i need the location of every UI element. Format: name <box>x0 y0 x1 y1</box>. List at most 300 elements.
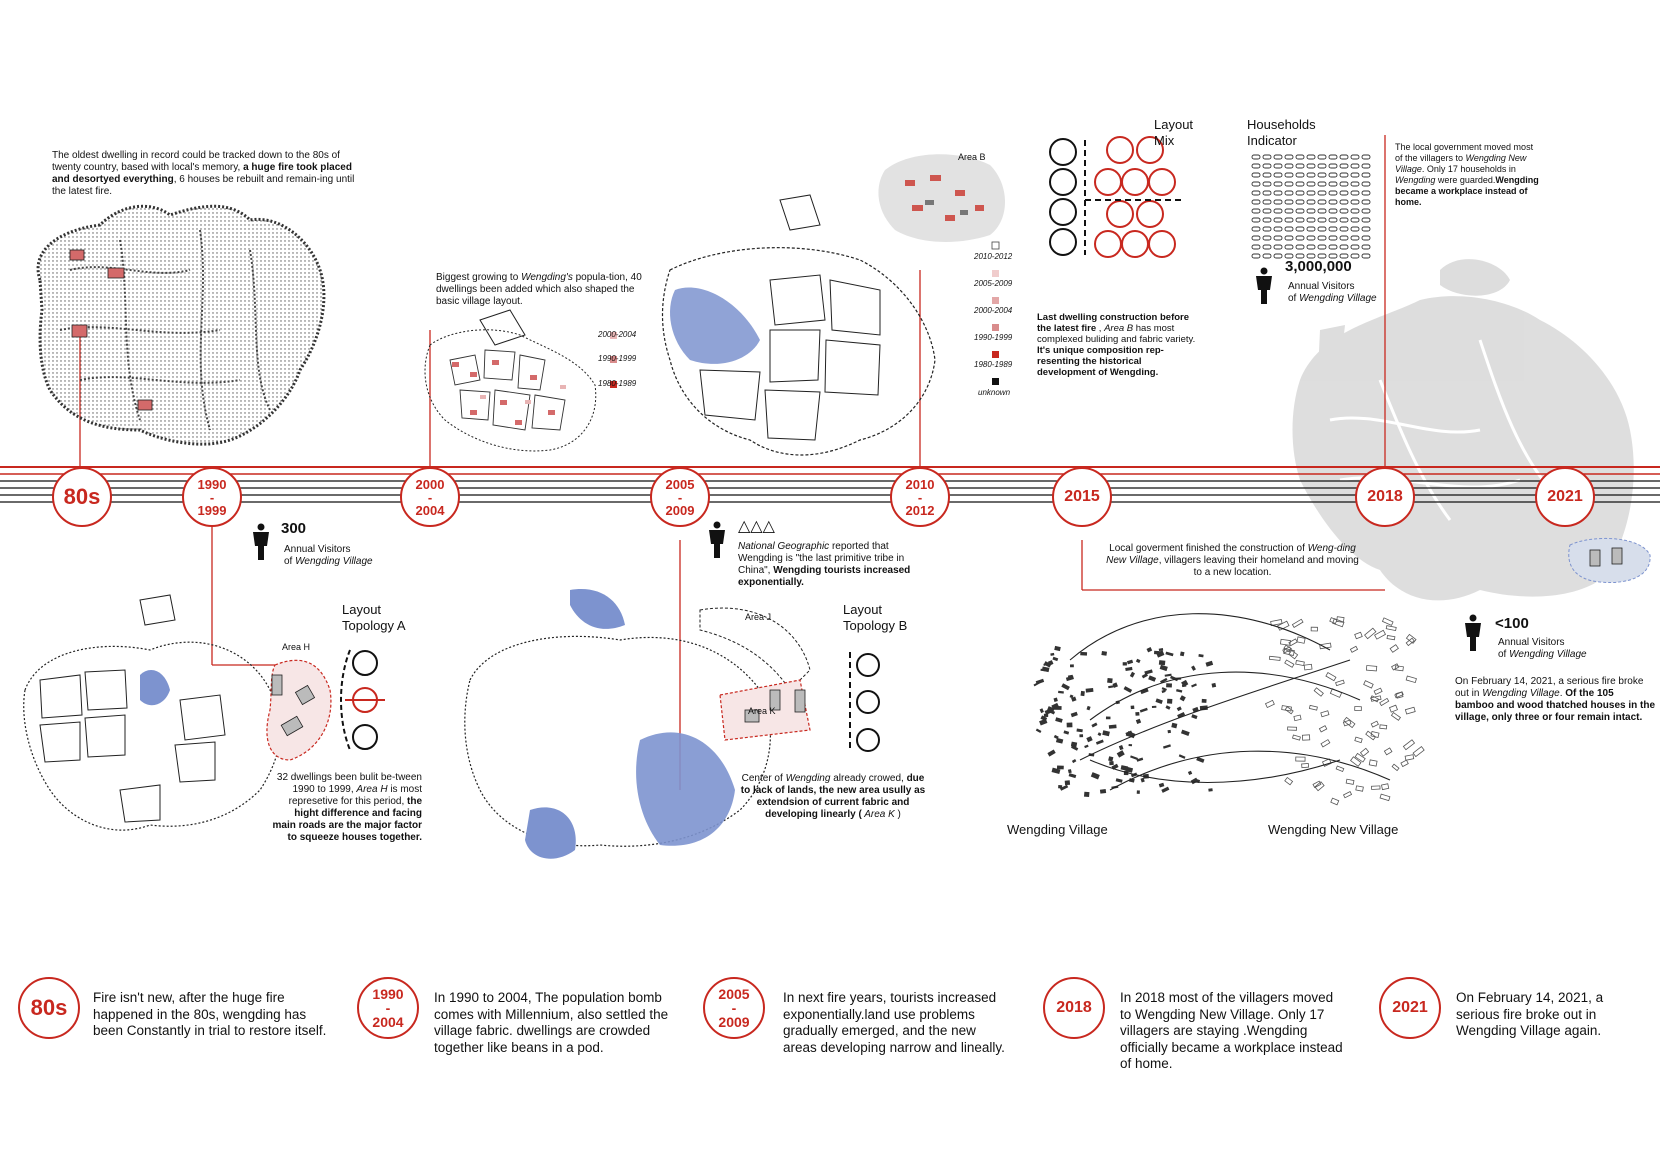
map-80s <box>38 206 324 444</box>
old-village-house <box>1130 672 1135 678</box>
new-village-house <box>1380 725 1387 729</box>
old-village-house <box>1071 743 1074 746</box>
new-village-house <box>1313 781 1321 787</box>
household-mark <box>1252 209 1260 213</box>
old-village-house <box>1135 712 1139 716</box>
household-mark <box>1252 191 1260 195</box>
household-mark <box>1274 218 1282 222</box>
household-mark <box>1274 236 1282 240</box>
old-village-house <box>1177 706 1182 711</box>
household-mark <box>1340 209 1348 213</box>
household-mark <box>1263 209 1271 213</box>
old-village-house <box>1147 647 1153 652</box>
household-mark <box>1252 218 1260 222</box>
household-mark <box>1274 209 1282 213</box>
old-village-house <box>1081 691 1085 696</box>
old-village-house <box>1061 683 1070 690</box>
household-mark <box>1274 182 1282 186</box>
new-village-house <box>1371 721 1378 727</box>
household-mark <box>1263 182 1271 186</box>
old-village-house <box>1202 699 1207 703</box>
household-mark <box>1285 155 1293 159</box>
old-village-house <box>1096 740 1104 745</box>
household-mark <box>1340 218 1348 222</box>
household-mark <box>1340 173 1348 177</box>
old-village-house <box>1161 787 1169 793</box>
household-mark <box>1362 209 1370 213</box>
note-80s: The oldest dwelling in record could be tracked down to the 80s of twenty country, based with local's memory, a huge fire took placed and desortyed everything, 6 houses be rebuilt and remain-ing until the latest fire. <box>52 150 355 197</box>
new-village-house <box>1356 786 1364 791</box>
old-village-house <box>1047 749 1055 756</box>
map-2005 <box>663 195 936 455</box>
new-village-house <box>1309 705 1317 710</box>
new-village-house <box>1386 626 1396 631</box>
old-village-house <box>1054 646 1061 651</box>
household-mark <box>1340 236 1348 240</box>
old-village-house <box>1109 761 1114 765</box>
household-mark <box>1285 191 1293 195</box>
old-village-house <box>1181 730 1190 736</box>
old-village-house <box>1129 744 1133 746</box>
old-village-house <box>1107 678 1113 683</box>
old-village-house <box>1117 750 1125 757</box>
household-mark <box>1252 254 1260 258</box>
household-mark <box>1362 173 1370 177</box>
household-mark <box>1329 191 1337 195</box>
summary-text-2021: On February 14, 2021, a serious fire broke out in Wengding Village again. <box>1456 990 1604 1038</box>
household-mark <box>1351 218 1359 222</box>
household-mark <box>1351 191 1359 195</box>
old-village-house <box>1102 730 1110 736</box>
new-village-house <box>1297 637 1305 643</box>
old-village-house <box>1108 685 1114 688</box>
household-mark <box>1263 245 1271 249</box>
old-village-house <box>1119 745 1124 750</box>
household-mark <box>1296 218 1304 222</box>
new-village-house <box>1382 618 1393 625</box>
new-village-house <box>1364 681 1374 688</box>
old-village-house <box>1137 790 1140 793</box>
old-village-house <box>1123 662 1127 665</box>
old-village-house <box>1100 789 1106 794</box>
old-village-house <box>1069 773 1077 778</box>
household-mark <box>1351 173 1359 177</box>
new-village-house <box>1266 700 1275 707</box>
new-village-house <box>1351 757 1361 766</box>
household-mark <box>1307 227 1315 231</box>
timeline-marker-2015[interactable]: 2015 <box>1052 467 1112 527</box>
household-mark <box>1318 173 1326 177</box>
visitor-label-2021: Annual Visitors of Wengding Village <box>1498 637 1587 660</box>
household-mark <box>1318 236 1326 240</box>
new-village-house <box>1319 726 1326 732</box>
old-village-house <box>1180 652 1185 657</box>
household-mark <box>1296 182 1304 186</box>
household-mark <box>1285 173 1293 177</box>
household-mark <box>1307 245 1315 249</box>
old-village-house <box>1121 765 1129 771</box>
old-village-house <box>1071 712 1078 717</box>
timeline-marker-2018[interactable]: 2018 <box>1355 467 1415 527</box>
note-2005-bottom: Center of Wengding already crowed, due to lack of lands, the new area usully as extendsion of current fabric and developing linearly ( Area K ) <box>740 773 926 820</box>
summary-marker-80s[interactable]: 80s <box>18 977 80 1039</box>
old-village-house <box>1086 706 1090 711</box>
household-mark <box>1362 155 1370 159</box>
new-village-house <box>1355 737 1362 742</box>
new-village-house <box>1366 731 1376 740</box>
old-village-house <box>1055 717 1063 722</box>
old-village-house <box>1079 734 1083 737</box>
household-mark <box>1285 209 1293 213</box>
old-village-house <box>1091 772 1100 779</box>
timeline-marker-2010[interactable]: 2010 - 2012 <box>890 467 950 527</box>
old-village-house <box>1179 754 1186 759</box>
old-village-house <box>1058 691 1064 694</box>
household-mark <box>1329 209 1337 213</box>
household-mark <box>1340 227 1348 231</box>
household-mark <box>1263 236 1271 240</box>
household-mark <box>1252 227 1260 231</box>
household-mark <box>1307 173 1315 177</box>
household-mark <box>1318 209 1326 213</box>
household-mark <box>1362 254 1370 258</box>
household-mark <box>1296 236 1304 240</box>
visitor-label-1990: Annual Visitors of Wengding Village <box>284 544 373 567</box>
old-village-house <box>1101 651 1107 656</box>
old-village-house <box>1050 653 1054 656</box>
summary-marker-1990[interactable]: 1990 - 2004 <box>357 977 419 1039</box>
household-mark <box>1351 245 1359 249</box>
old-village-house <box>1165 652 1173 657</box>
household-mark <box>1362 245 1370 249</box>
household-mark <box>1274 245 1282 249</box>
old-village-house <box>1036 679 1044 685</box>
household-mark <box>1362 164 1370 168</box>
old-village-house <box>1054 698 1058 702</box>
old-village-house <box>1152 706 1156 708</box>
old-village-house <box>1148 675 1156 681</box>
old-village-house <box>1167 699 1172 704</box>
new-village-house <box>1288 727 1297 730</box>
topology-b-title: Layout Topology B <box>843 602 908 633</box>
old-village-house <box>1084 792 1090 797</box>
household-mark <box>1329 218 1337 222</box>
legend-2010-item: 2000-2004 <box>974 306 1013 315</box>
new-village-house <box>1403 740 1414 750</box>
old-village-house <box>1086 688 1094 693</box>
note-1990: 32 dwellings been bulit be-tween 1990 to 1999, Area H is most represetive for this period, the hight difference and facing main roads are the major factor to squeeze houses together. <box>272 772 422 843</box>
map-2000 <box>425 310 617 451</box>
household-mark <box>1274 191 1282 195</box>
old-village-house <box>1160 665 1168 671</box>
old-village-house <box>1098 732 1102 736</box>
household-mark <box>1318 164 1326 168</box>
layout-mix-diagram <box>1050 137 1185 257</box>
household-mark <box>1329 164 1337 168</box>
old-village-house <box>1057 766 1064 770</box>
household-mark <box>1263 164 1271 168</box>
household-mark <box>1252 182 1260 186</box>
legend-2000-item: 1980-1989 <box>598 379 637 388</box>
household-mark <box>1285 245 1293 249</box>
old-village-house <box>1063 730 1069 734</box>
household-mark <box>1285 164 1293 168</box>
new-village-house <box>1296 757 1305 761</box>
new-village-house <box>1293 735 1301 740</box>
new-village-house <box>1269 656 1280 660</box>
household-mark <box>1307 155 1315 159</box>
old-village-house <box>1084 745 1088 748</box>
note-2021: On February 14, 2021, a serious fire broke out in Wengding Village. Of the 105 bamboo and wood thatched houses in the village, only three or four remain intact. <box>1455 676 1656 723</box>
legend-2010-item: 2005-2009 <box>974 279 1013 288</box>
note-2018: The local government moved most of the villagers to Wengding New Village. Only 17 households in Wengding were guarded.Wengding became a workplace instead of home. <box>1395 142 1539 207</box>
household-mark <box>1362 191 1370 195</box>
household-mark <box>1296 191 1304 195</box>
new-village-house <box>1304 664 1312 670</box>
old-village-house <box>1072 759 1076 763</box>
household-mark <box>1274 200 1282 204</box>
old-village-house <box>1108 756 1113 761</box>
legend-2010-item: unknown <box>978 388 1011 397</box>
new-village-house <box>1391 713 1400 721</box>
visitor-count-2021: <100 <box>1495 615 1529 632</box>
household-mark <box>1340 182 1348 186</box>
new-village-house <box>1294 715 1301 721</box>
new-village-house <box>1285 778 1293 785</box>
old-village-house <box>1106 717 1111 720</box>
old-village-house <box>1067 723 1073 728</box>
old-village-house <box>1131 705 1135 709</box>
household-mark <box>1362 227 1370 231</box>
new-village-house <box>1355 707 1362 711</box>
new-village-house <box>1374 688 1382 694</box>
household-mark <box>1307 236 1315 240</box>
household-mark <box>1274 173 1282 177</box>
old-village-house <box>1191 714 1197 719</box>
old-village-house <box>1127 660 1133 665</box>
old-village-house <box>1056 738 1063 744</box>
household-mark <box>1296 200 1304 204</box>
old-village-house <box>1136 659 1141 663</box>
new-village-house <box>1382 784 1389 790</box>
old-village-house <box>1080 652 1087 656</box>
triangles-icon: △△△ <box>738 518 775 535</box>
household-mark <box>1340 200 1348 204</box>
new-village-house <box>1405 707 1415 714</box>
household-mark <box>1318 155 1326 159</box>
household-mark <box>1285 218 1293 222</box>
old-village-house <box>1140 708 1148 713</box>
new-village-house <box>1355 632 1363 639</box>
household-mark <box>1351 254 1359 258</box>
household-mark <box>1329 236 1337 240</box>
timeline-marker-80s[interactable]: 80s <box>52 467 112 527</box>
old-village-house <box>1076 729 1082 733</box>
household-mark <box>1263 173 1271 177</box>
old-village-house <box>1036 729 1042 734</box>
legend-2010-item: 1990-1999 <box>974 333 1013 342</box>
old-village-house <box>1163 744 1171 748</box>
household-mark <box>1329 227 1337 231</box>
old-village-house <box>1159 660 1166 665</box>
new-village-house <box>1390 705 1398 712</box>
household-mark <box>1263 155 1271 159</box>
household-mark <box>1362 182 1370 186</box>
old-village-house <box>1208 788 1212 791</box>
area-k-label: Area K <box>748 706 776 716</box>
new-village-house <box>1365 628 1376 639</box>
timeline-marker-2021[interactable]: 2021 <box>1535 467 1595 527</box>
old-village-house <box>1109 725 1117 729</box>
new-village-house <box>1311 627 1317 631</box>
household-mark <box>1362 200 1370 204</box>
old-village-house <box>1171 723 1177 729</box>
old-village-house <box>1162 690 1166 693</box>
new-village-house <box>1401 760 1408 766</box>
household-mark <box>1307 164 1315 168</box>
topology-a-title: Layout Topology A <box>342 602 406 633</box>
new-village-house <box>1344 792 1352 798</box>
old-village-house <box>1168 730 1172 733</box>
timeline-marker-1990[interactable]: 1990 - 1999 <box>182 467 242 527</box>
layout-mix-title: Layout Mix <box>1154 117 1194 148</box>
new-village-house <box>1371 696 1381 702</box>
legend-2000-item: 2000-2004 <box>598 330 637 339</box>
new-village-house <box>1369 760 1377 766</box>
household-mark <box>1285 227 1293 231</box>
old-village-house <box>1070 664 1074 667</box>
old-village-house <box>1159 783 1165 788</box>
new-village-house <box>1315 782 1324 791</box>
household-mark <box>1263 254 1271 258</box>
household-mark <box>1307 200 1315 204</box>
old-village-house <box>1155 698 1162 704</box>
household-mark <box>1252 173 1260 177</box>
new-village-house <box>1331 798 1339 805</box>
household-mark <box>1274 155 1282 159</box>
households-grid <box>1252 155 1370 258</box>
legend-2010-item: 2010-2012 <box>974 252 1013 261</box>
note-2010: Last dwelling construction before the latest fire , Area B has most complexed buliding and fabric variety. It's unique composition rep-resenting the historical development of Wengding. <box>1037 312 1196 378</box>
old-village-house <box>1191 683 1197 687</box>
household-mark <box>1318 245 1326 249</box>
household-mark <box>1263 218 1271 222</box>
household-mark <box>1296 155 1304 159</box>
household-mark <box>1274 254 1282 258</box>
old-village-house <box>1052 657 1058 661</box>
visitor-count-1990: 300 <box>281 520 307 537</box>
area-h-label: Area H <box>282 642 311 652</box>
old-village-house <box>1065 780 1070 785</box>
summary-marker-2018[interactable]: 2018 <box>1043 977 1105 1039</box>
summary-text-2018: In 2018 most of the villagers moved to Wengding New Village. Only 17 villagers are staying .Wengding officially became a workplace instead of home. <box>1120 990 1343 1071</box>
summary-marker-2021[interactable]: 2021 <box>1379 977 1441 1039</box>
new-village-house <box>1366 666 1376 671</box>
household-mark <box>1307 218 1315 222</box>
new-village-house <box>1406 676 1416 683</box>
legend-2000-item: 1990-1999 <box>598 354 637 363</box>
household-mark <box>1340 245 1348 249</box>
household-mark <box>1329 245 1337 249</box>
household-mark <box>1252 155 1260 159</box>
summary-marker-2005[interactable]: 2005 - 2009 <box>703 977 765 1039</box>
new-village-house <box>1350 646 1357 652</box>
new-village-house <box>1343 720 1351 726</box>
new-village-house <box>1302 735 1309 740</box>
household-mark <box>1351 182 1359 186</box>
old-village-house <box>1040 708 1044 713</box>
new-village-house <box>1355 753 1365 762</box>
caption-old-village: Wengding Village <box>1007 822 1108 837</box>
household-mark <box>1296 245 1304 249</box>
old-village-house <box>1044 714 1048 717</box>
timeline-marker-2005[interactable]: 2005 - 2009 <box>650 467 710 527</box>
old-village-house <box>1091 723 1097 728</box>
new-village-house <box>1336 680 1345 686</box>
new-village-house <box>1302 763 1309 767</box>
map-2010 <box>878 154 1005 385</box>
area-j-label: Area J <box>745 612 772 622</box>
new-village-house <box>1326 673 1336 681</box>
household-mark <box>1351 236 1359 240</box>
household-mark <box>1307 209 1315 213</box>
area-b-label: Area B <box>958 152 986 162</box>
new-village-house <box>1372 786 1381 790</box>
legend-2010-item: 1980-1989 <box>974 360 1013 369</box>
household-mark <box>1340 191 1348 195</box>
timeline-marker-2000[interactable]: 2000 - 2004 <box>400 467 460 527</box>
household-mark <box>1307 191 1315 195</box>
new-village-house <box>1336 766 1344 771</box>
old-village-house <box>1180 695 1186 701</box>
household-mark <box>1252 200 1260 204</box>
map-2021-houses <box>1569 538 1650 582</box>
summary-text-1990: In 1990 to 2004, The population bomb comes with Millennium, also settled the village fabric. dwellings are crowded together like beans in a pod. <box>434 990 669 1055</box>
household-mark <box>1329 173 1337 177</box>
household-mark <box>1296 227 1304 231</box>
household-mark <box>1351 155 1359 159</box>
household-mark <box>1285 182 1293 186</box>
household-mark <box>1362 218 1370 222</box>
household-mark <box>1252 236 1260 240</box>
household-mark <box>1329 155 1337 159</box>
old-village-house <box>1198 654 1203 657</box>
new-village-house <box>1413 747 1424 757</box>
household-mark <box>1274 164 1282 168</box>
old-village-house <box>1116 778 1123 783</box>
household-mark <box>1329 200 1337 204</box>
old-village-house <box>1136 719 1141 724</box>
new-village-house <box>1321 711 1329 717</box>
household-mark <box>1296 164 1304 168</box>
new-village-house <box>1390 645 1398 653</box>
household-mark <box>1252 245 1260 249</box>
relocation-diagram <box>1034 614 1425 805</box>
household-mark <box>1351 200 1359 204</box>
old-village-house <box>1086 736 1092 742</box>
household-mark <box>1318 182 1326 186</box>
old-village-house <box>1124 686 1133 693</box>
new-village-house <box>1405 755 1414 761</box>
new-village-house <box>1314 688 1323 696</box>
new-village-house <box>1361 748 1369 756</box>
summary-text-2005: In next fire years, tourists increased exponentially.land use problems gradually emerged, and the new areas developing narrow and lineally. <box>783 990 1005 1055</box>
household-mark <box>1296 173 1304 177</box>
household-mark <box>1307 182 1315 186</box>
household-mark <box>1263 227 1271 231</box>
household-mark <box>1263 191 1271 195</box>
household-mark <box>1340 155 1348 159</box>
